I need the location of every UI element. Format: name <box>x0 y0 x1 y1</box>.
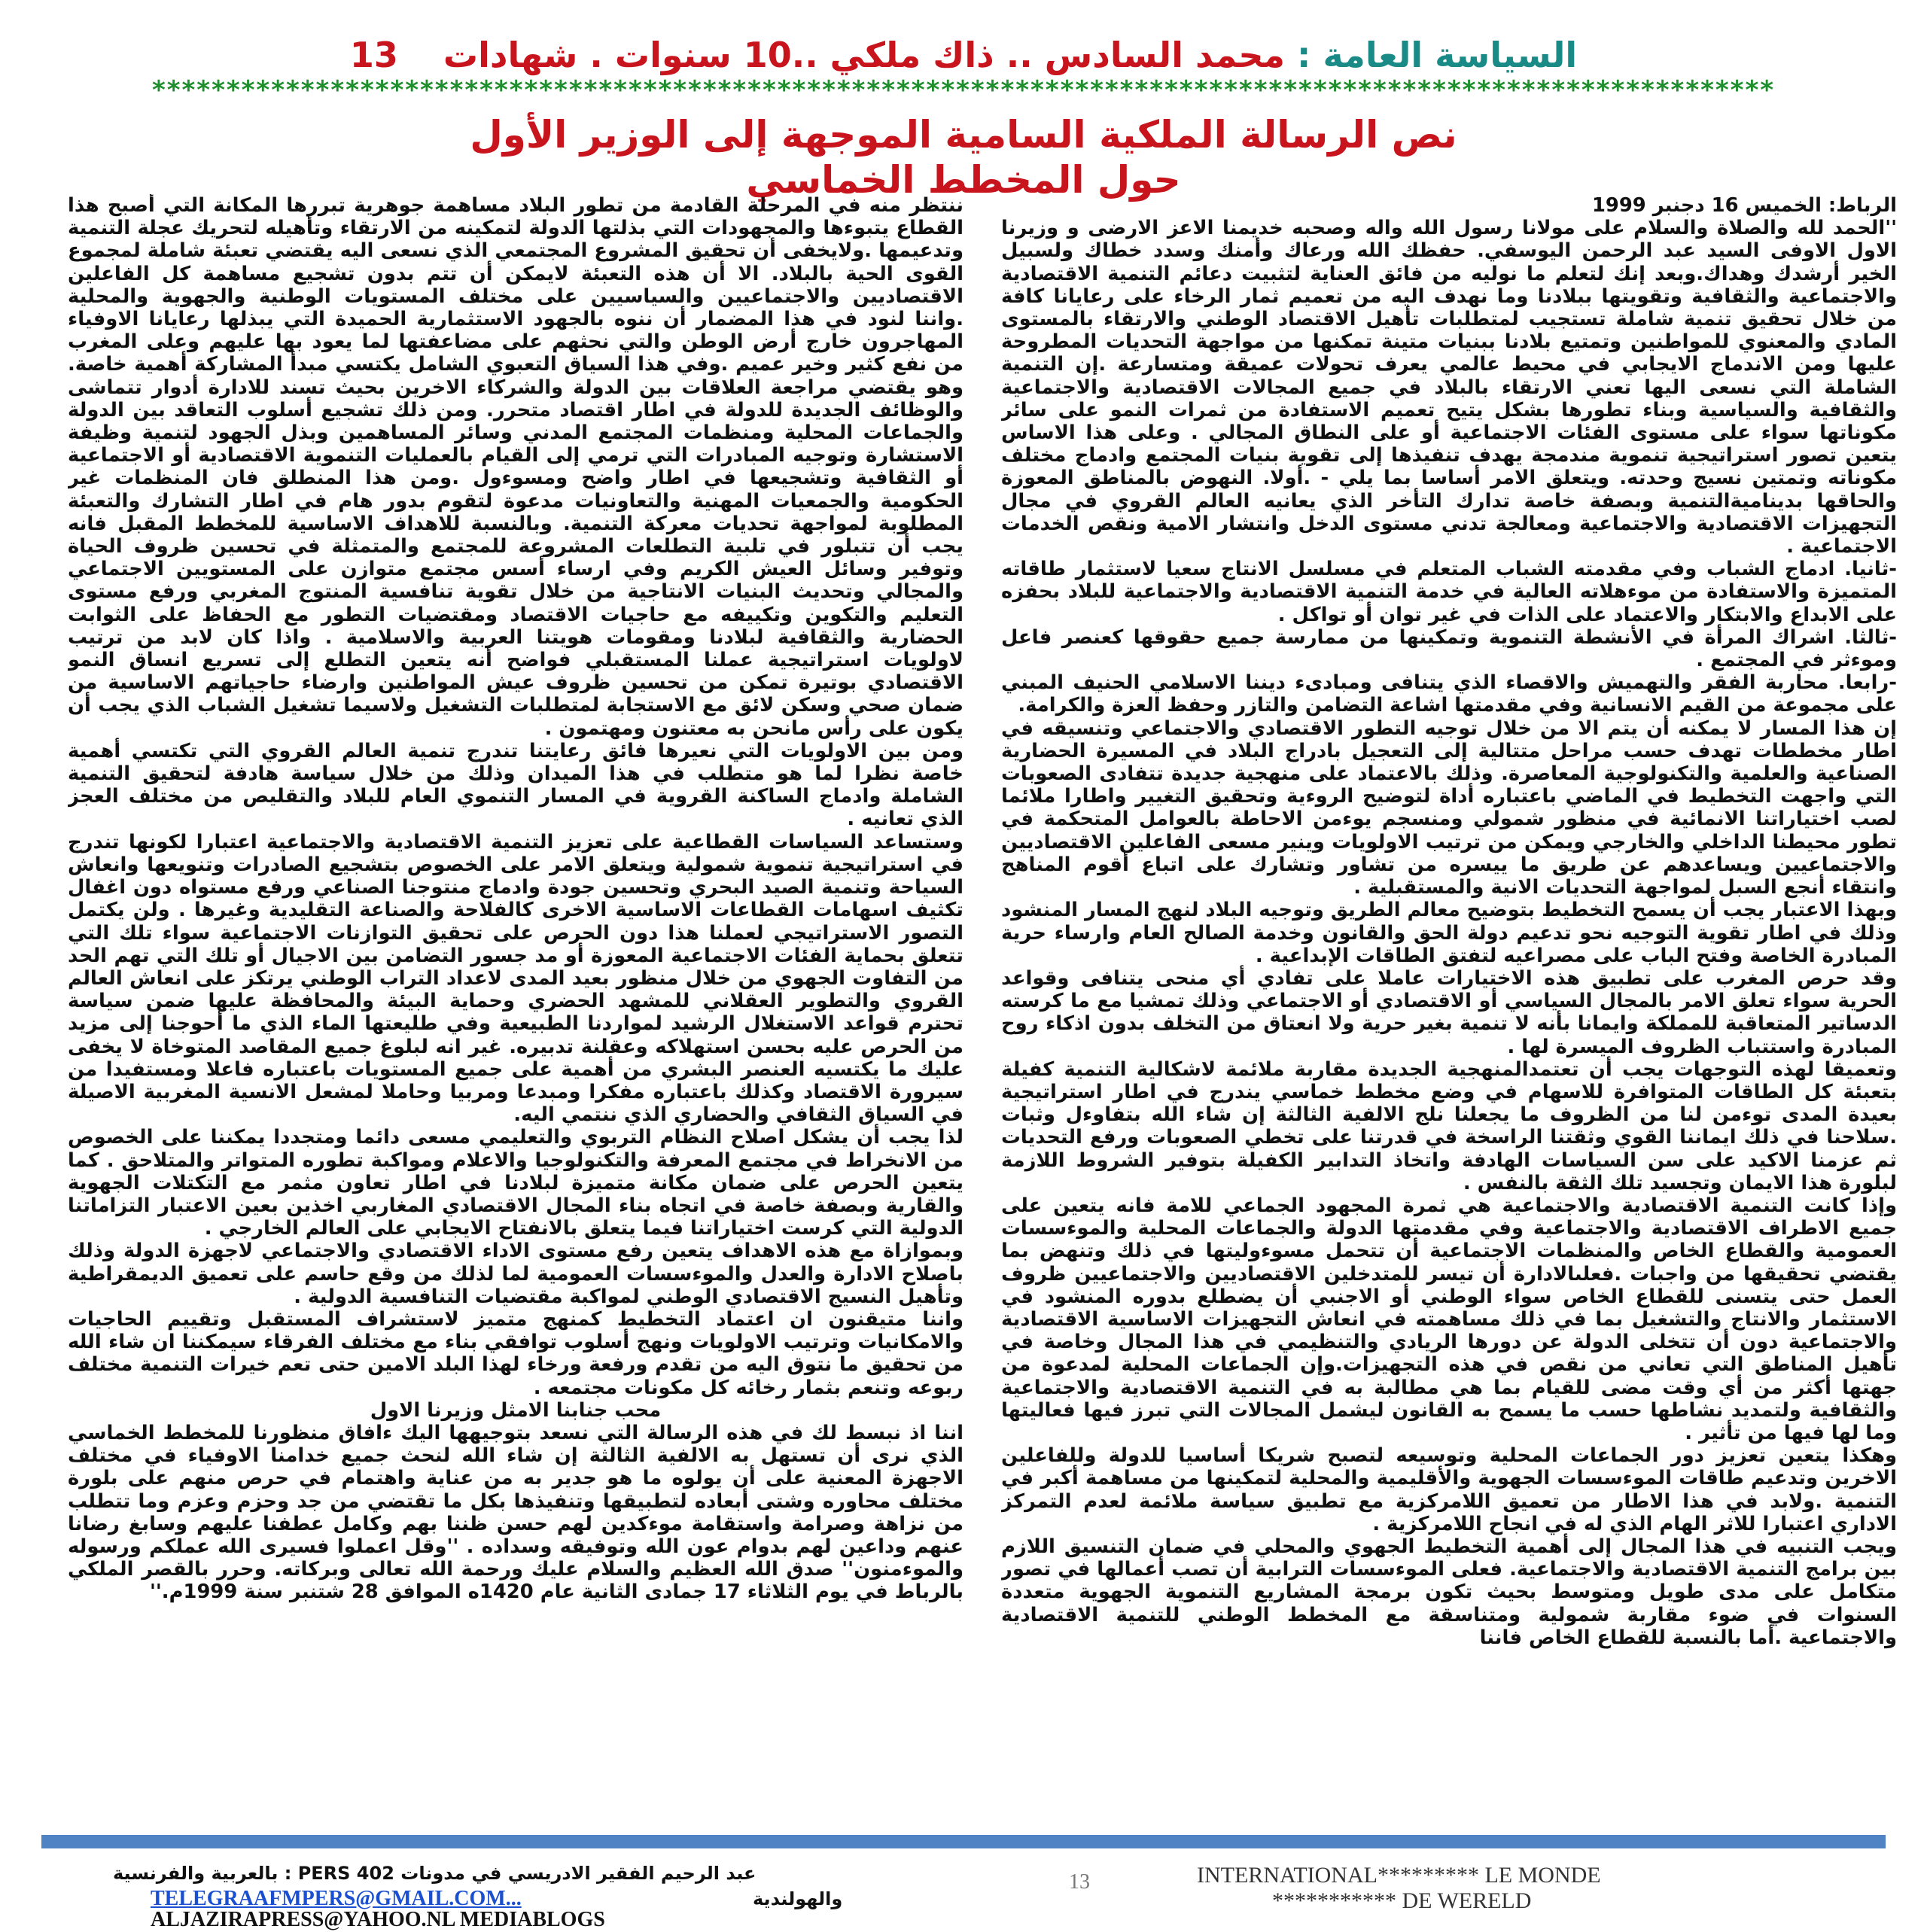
paragraph: ننتظر منه في المرحلة القادمة من تطور البلاد مساهمة جوهرية تبررها المكانة التي أصبح هذا القطاع يتبوءها والمجهودات التي بذلتها الدولة لتمكينه من الارتقاء وتأهيله لتحريك عجلة التنمية وتدعيمها .ولايخفى أن تحقيق المشروع المجتمعي الذي نسعى اليه يقتضي تعبئة شاملة لمجموع القوى الحية بالبلاد. الا أن هذه التعبئة لايمكن أن تتم بدون تشجيع مساهمة كل الفاعلين الاقتصاديين والاجتماعيين والسياسيين على مختلف المستويات الوطنية والجهوية والمحلية .واننا لنود في هذا المضمار أن ننوه بالجهود الاستثمارية الحميدة التي يبذلها رعايانا الاوفياء المهاجرون خارج أرض الوطن والتي نحثهم على مضاعفتها لما يعود بها عليهم وعلى المغرب من نفع كثير وخير عميم .وفي هذا السياق التعبوي الشامل يكتسي مبدأ المشاركة أهمية خاصة. وهو يقتضي مراجعة العلاقات بين الدولة والشركاء الاخرين بحيث تسند للادارة أدوار تتماشى والوظائف الجديدة للدولة في اطار اقتصاد متحرر. ومن ذلك تشجيع أسلوب التعاقد بين الدولة والجماعات المحلية ومنظمات المجتمع المدني وسائر المساهمين وبذل الجهود لتنمية وظيفة الاستشارة وتوجيه المبادرات التي ترمي إلى القيام بالعمليات التنموية الاقتصادية أو الاجتماعية أو الثقافية وتشجيعها في اطار واضح ومسوءول .ومن هذا المنطلق فان المنظمات غير الحكومية والجمعيات المهنية والتعاونيات مدعوة لتقوم بدور هام في اطار التشارك والتعبئة المطلوبة لمواجهة تحديات معركة التنمية. وبالنسبة للاهداف الاساسية للمخطط المقبل فانه يجب أن تتبلور في تلبية التطلعات المشروعة للمجتمع والمتمثلة في تحسين ظروف الحياة وتوفير وسائل العيش الكريم وفي ارساء أسس مجتمع متوازن على المستويين الاجتماعي والمجالي وتحديث البنيات الانتاجية من خلال تقوية تنافسية المنتوج المغربي ورفع مستوى التعليم والتكوين وتكييفه مع حاجيات الاقتصاد ومقتضيات التطور مع الحفاظ على الثوابت الحضارية والثقافية لبلادنا ومقومات هويتنا العربية والاسلامية . واذا كان لابد من ترتيب لاولويات استراتيجية عملنا المستقبلي فواضح أنه يتعين التطلع إلى تسريع انساق النمو الاقتصادي بوتيرة تمكن من تحسين ظروف عيش المواطنين وارضاء حاجياتهم الاساسية من ضمان صحي وسكن لائق مع الاستجابة لمتطلبات التشغيل ولاسيما تشغيل الشباب الذي يجب أن يكون على رأس مانحن به معتنون ومهتمون . <box>68 194 964 740</box>
article-date: الرباط: الخميس 16 دجنبر 1999 <box>1591 194 1897 217</box>
paragraph: وستساعد السياسات القطاعية على تعزيز التنمية الاقتصادية والاجتماعية اعتبارا لكونها تندرج في استراتيجية تنموية شمولية ويتعلق الامر على الخصوص بتشجيع الصادرات وتنويعها وانعاش السياحة وتنمية الصيد البحري وتحسين جودة وادماج منتوجنا الصناعي ورفع مستواه دون اغفال تكثيف اسهامات القطاعات الاساسية الاخرى كالفلاحة والصناعة التقليدية وغيرها . ولن يكتمل التصور الاستراتيجي لعملنا هذا دون الحرص على تحقيق التوازنات الاجتماعية سواء تلك التي تتعلق بحماية الفئات الاجتماعية المعوزة أو مد جسور التضامن بين الاجيال أو تلك التي تهم الحد من التفاوت الجهوي من خلال منظور بعيد المدى لاعداد التراب الوطني يرتكز على انعاش العالم القروي والتطوير العقلاني للمشهد الحضري وحماية البيئة والمحافظة عليها ضمن سياسة تحترم قواعد الاستغلال الرشيد لمواردنا الطبيعية وفي طليعتها الماء الذي ما أحوجنا إلى مزيد من الحرص عليه بحسن استهلاكه وعقلنة تدبيره. غير انه لبلوغ جميع المقاصد المتوخاة لا يخفى عليك ما يكتسيه العنصر البشري من أهمية على جميع المستويات باعتباره فاعلا ومستفيدا من سيرورة الاقتصاد وكذلك باعتباره مفكرا ومبدعا ومربيا وحاملا لمشعل الانسية المغربية الاصيلة في السياق الثقافي والحضاري الذي ننتمي اليه. <box>68 830 964 1127</box>
footer-credits <box>113 1863 926 1931</box>
paragraph: وتعميقا لهذه التوجهات يجب أن تعتمدالمنهجية الجديدة مقاربة ملائمة لاشكالية التنمية كفيلة بتعبئة كل الطاقات المتوافرة للاسهام في وضع مخطط خماسي يندرج في اطار استراتيجية بعيدة المدى توءمن لنا من الظروف ما يجعلنا نلج الالفية الثالثة إن شاء الله بتفاوءل وثبات .سلاحنا في ذلك ايماننا القوي وثقتنا الراسخة في قدرتنا على تخطي الصعوبات ورفع التحديات ثم عزمنا الاكيد على سن السياسات الهادفة واتخاذ التدابير الكفيلة بتوفير الشروط اللازمة لبلورة هذا الايمان وتجسيد تلك الثقة بالنفس . <box>1001 1057 1897 1194</box>
article-title: نص الرسالة الملكية السامية الموجهة إلى الوزير الأول <box>470 113 1457 157</box>
paragraph: وبموازاة مع هذه الاهداف يتعين رفع مستوى الاداء الاقتصادي والاجتماعي لاجهزة الدولة وذلك باصلاح الادارة والعدل والموءسسات العمومية لما لذلك من وقع حاسم على تعميق الديمقراطية وتأهيل النسيج الاقتصادي الوطني لمواكبة مقتضيات التنافسية الدولية . <box>68 1240 964 1308</box>
page-header <box>0 29 1927 81</box>
paragraph: وبهذا الاعتبار يجب أن يسمح التخطيط بتوضيح معالم الطريق وتوجيه البلاد لنهج المسار المنشود وذلك في اطار تقوية التوجيه نحو تدعيم دولة الحق والقانون وخدمة الصالح العام وارساء حرية المبادرة الخاصة وفتح الباب على مصراعيه لتفتق الطاقات الإبداعية . <box>1001 899 1897 967</box>
paragraph: وإذا كانت التنمية الاقتصادية والاجتماعية هي ثمرة المجهود الجماعي للامة فانه يتعين على جميع الاطراف الاقتصادية والاجتماعية وفي مقدمتها الدولة والجماعات المحلية والموءسسات العمومية والقطاع الخاص والمنظمات الاجتماعية أن تتحمل مسوءوليتها في ذلك وتنهض بما يقتضي تحقيقها من واجبات .فعلىالادارة أن تيسر للمتدخلين الاقتصاديين والاجتماعيين ظروف العمل حتى يتسنى للقطاع الخاص سواء الوطني أو الاجنبي أن يضطلع بدوره المنشود في الاستثمار والانتاج والتشغيل بما في ذلك مساهمته في انعاش التجهيزات الاساسية الاقتصادية والاجتماعية دون أن تتخلى الدولة عن دورها الريادي والتنظيمي في هذا المجال وخاصة في تأهيل المناطق التي تعاني من نقص في هذه التجهيزات.وإن الجماعات المحلية لمدعوة من جهتها أكثر من أي وقت مضى للقيام بما هي مطالبة به في التنمية الاقتصادية والاجتماعية والثقافية ولتمديد نشاطها حسب ما يسمح به القانون ليشمل المجالات التي تبرز فيها فعاليتها وما لها فيها من تأثير . <box>1001 1194 1897 1444</box>
paragraph: إن هذا المسار لا يمكنه أن يتم الا من خلال توجيه التطور الاقتصادي والاجتماعي وتنسيقه في اطار مخططات تهدف حسب مراحل متتالية إلى التعجيل بادراج البلاد في المسيرة الحضارية الصناعية والعلمية والتكنولوجية المعاصرة. وذلك بالاعتماد على منهجية جديدة تتفادى الصعوبات التي واجهت التخطيط في الماضي باعتباره أداة لتوضيح الروءية وتحقيق التغيير واطارا ملائما لصب اختياراتنا الانمائية في منظور شمولي ومنسجم يوءمن الاحاطة بالعوامل المتحكمة في تطور محيطنا الداخلي والخارجي ويمكن من ترتيب الاولويات وينير مسعى الفاعلين الاقتصاديين والاجتماعيين ويساعدهم عن طريق ما ييسره من تشاور وتشارك على اتباع أقوم المناهج وانتقاء أنجع السبل لمواجهة التحديات الانية والمستقبلية . <box>1001 717 1897 899</box>
footer-contact-line: ALJAZIRAPRESS@YAHOO.NL MEDIABLOGS <box>151 1908 605 1931</box>
page-footer <box>0 1863 1927 1931</box>
paragraph: وقد حرص المغرب على تطبيق هذه الاختيارات عاملا على تفادي أي منحى يتنافى وقواعد الحرية سواء تعلق الامر بالمجال السياسي أو الاقتصادي أو الاجتماعي وذلك تمشيا مع ما كرسته الدساتير المتعاقبة للمملكة وايمانا بأنه لا تنمية بغير حرية ولا انعتاق من التخلف بدون اذكاء روح المبادرة واستتباب الظروف الميسرة لها . <box>1001 966 1897 1058</box>
paragraph: ويجب التنبيه في هذا المجال إلى أهمية التخطيط الجهوي والمحلي في ضمان التنسيق اللازم بين برامج التنمية الاقتصادية والاجتماعية. فعلى الموءسسات الترابية أن تصب أعمالها في تصور متكامل على مدى طويل ومتوسط بحيث تكون برمجة المشاريع التنموية الجهوية متعددة السنوات في ضوء مقاربة شمولية ومتناسقة مع المخطط الوطني للتنمية الاقتصادية والاجتماعية .أما بالنسبة للقطاع الخاص فاننا <box>1001 1535 1897 1649</box>
paragraph: لذا يجب أن يشكل اصلاح النظام التربوي والتعليمي مسعى دائما ومتجددا يمكننا على الخصوص من الانخراط في مجتمع المعرفة والتكنولوجيا والاعلام ومواكبة تطوره المتواتر والمتلاحق . كما يتعين الحرص على ضمان مكانة متميزة لبلادنا في اطار تعاون مثمر مع التكتلات الجهوية والقارية وبصفة خاصة في اتجاه بناء المجال الاقتصادي المغاربي اخذين بعين الاعتبار التزاماتنا الدولية التي كرست اختياراتنا فيما يتعلق بالانفتاح الايجابي على العالم الخارجي . <box>68 1126 964 1240</box>
closing-paragraph: اننا اذ نبسط لك في هذه الرسالة التي نسعد بتوجيهها اليك ءافاق منظورنا للمخطط الخماسي الذي نرى أن تستهل به الالفية الثالثة إن شاء الله لنحث جميع خدامنا الاوفياء في مختلف الاجهزة المعنية على أن يولوه ما هو جدير به من عناية واهتمام في حرص منهم على بلورة مختلف محاوره وشتى أبعاده لتطبيقها وتنفيذها بكل ما تقتضي من جد وحزم وعزم وما تتطلب من نزاهة وصرامة واستقامة موءكدين لهم حسن ظننا بهم وكامل عطفنا عليهم وسابغ رضانا عنهم وداعين لهم بدوام عون الله وتوفيقه وسداده . ''وقل اعملوا فسيرى الله عملكم ورسوله والموءمنون'' صدق الله العظيم والسلام عليك ورحمة الله تعالى وبركاته. وحرر بالقصر الملكي بالرباط في يوم الثلاثاء 17 جمادى الثانية عام 1420ه الموافق 28 شتنبر سنة 1999م.'' <box>68 1421 964 1604</box>
footer-email-link[interactable]: TELEGRAAFMPERS@GMAIL.COM... <box>151 1887 522 1910</box>
signoff: محب جنابنا الامثل وزيرنا الاول <box>370 1398 662 1422</box>
paragraph: -رابعا. محاربة الفقر والتهميش والاقصاء الذي يتنافى ومبادىء ديننا الاسلامي الحنيف المبني على مجموعة من القيم الانسانية وفي مقدمتها اشاعة التضامن والتازر وحفظ العزة والكرامة. <box>1001 671 1897 717</box>
paragraph: -ثانيا. ادماج الشباب وفي مقدمته الشباب المتعلم في مسلسل الانتاج سعيا لاستثمار طاقاته المتميزة والاستفادة من موءهلاته العالية في خدمة التنمية الاقتصادية والاجتماعية للبلاد بحفزه على الابداع والابتكار والاعتماد على الذات في غير توان أو تواكل . <box>1001 558 1897 626</box>
paragraph: وهكذا يتعين تعزيز دور الجماعات المحلية وتوسيعه لتصبح شريكا أساسيا للدولة وللفاعلين الاخرين وتدعيم طاقات الموءسسات الجهوية والأقليمية والمحلية لتمكينها من مساهمة أكبر في التنمية .ولابد في هذا الاطار من تعميق اللامركزية مع تطبيق سياسة ملائمة لعدم التمركز الاداري اعتبارا للاثر الهام الذي له في انجاح اللامركزية . <box>1001 1444 1897 1535</box>
paragraph: ومن بين الاولويات التي نعيرها فائق رعايتنا تندرج تنمية العالم القروي التي تكتسي أهمية خاصة نظرا لما هو متطلب في هذا الميدان وذلك من خلال سياسة هادفة لتحقيق التنمية الشاملة وادماج الساكنة القروية في المسار التنموي العام للبلاد والتقليص من مختلف العجز الذي تعانيه . <box>68 739 964 831</box>
left-column <box>68 194 964 1812</box>
footer-author-line: عبد الرحيم الفقير الادريسي في مدونات PERS 402 : بالعربية والفرنسية <box>113 1863 756 1884</box>
paragraph: ''الحمد لله والصلاة والسلام على مولانا رسول الله واله وصحبه خديمنا الاعز الارضى و وزيرنا الاول الاوفى السيد عبد الرحمن اليوسفي. حفظك الله ورعاك وأمنك وسدد خطاك ولسبيل الخير أرشدك وهداك.وبعد إنك لتعلم ما نوليه من فائق العناية لتثبيت دعائم التنمية الاقتصادية والاجتماعية والثقافية وتقويتها ببلادنا وما نهدف اليه من تعميم ثمار الرخاء على رعايانا كافة من خلال تحقيق تنمية شاملة تستجيب لمتطلبات تأهيل الاقتصاد الوطني والارتقاء بالمستوى المادي والمعنوي للمواطنين وتمتيع بلادنا ببنيات متينة تمكنها من مواجهة التحديات المطروحة عليها ومن الاندماج الايجابي في محيط عالمي يعرف تحولات عميقة ومتسارعة .إن التنمية الشاملة التي نسعى اليها تعني الارتقاء بالبلاد في جميع المجالات الاقتصادية والاجتماعية والثقافية والسياسية وبناء تطورها بشكل يتيح تعميم الاستفادة من ثمرات النمو على سائر مكوناتها سواء على مستوى الفئات الاجتماعية أو على النطاق المجالي . وعلى هذا الاساس يتعين تصور استراتيجية تنموية مندمجة يهدف تنفيذها إلى تقوية بنيات المجتمع وادماج مختلف مكوناته وتمتين نسيج وحدته. ويتعلق الامر أساسا بما يلي - .أولا. النهوض بالمناطق المعوزة والحاقها بديناميةالتنمية وبصفة خاصة تدارك التأخر الذي يعانيه العالم القروي في مجال التجهيزات الاقتصادية والاجتماعية ومعالجة تدني مستوى الدخل وانتشار الامية ونقص الخدمات الاجتماعية . <box>1001 217 1897 558</box>
article-subtitle: حول المخطط الخماسي <box>746 158 1181 202</box>
header-headline: محمد السادس .. ذاك ملكي ..10 سنوات . شهادات <box>443 35 1286 75</box>
footer-language-note: والهولندية <box>753 1888 843 1909</box>
paragraph: واننا متيقنون ان اعتماد التخطيط كمنهج متميز لاستشراف المستقبل وتقييم الحاجيات والامكانيات وترتيب الاولويات ونهج أسلوب توافقي بناء مع مختلف الفرقاء سيمكننا ان شاء الله من تحقيق ما نتوق اليه من تقدم ورفعة ورخاء لهذا البلد الامين حتى تعم خيرات التنمية مختلف ربوعه وتنعم بثمار رخائه كل مكونات مجتمعه . <box>68 1307 964 1399</box>
paragraph: -ثالثا. اشراك المرأة في الأنشطة التنموية وتمكينها من ممارسة جميع حقوقها كعنصر فاعل وموءثر في المجتمع . <box>1001 625 1897 672</box>
star-divider: ************************************************************************************************************* <box>151 75 1776 102</box>
right-column <box>1001 194 1897 1812</box>
header-page-number: 13 <box>349 35 398 75</box>
footer-separator <box>41 1835 1886 1848</box>
footer-brand-line2: *********** DE WERELD <box>1272 1888 1532 1913</box>
header-section: السياسة العامة : <box>1297 35 1578 75</box>
footer-page-number: 13 <box>1069 1870 1090 1894</box>
footer-brand-line1: INTERNATIONAL********* LE MONDE <box>1197 1863 1601 1888</box>
footer-brand <box>1197 1863 1874 1914</box>
